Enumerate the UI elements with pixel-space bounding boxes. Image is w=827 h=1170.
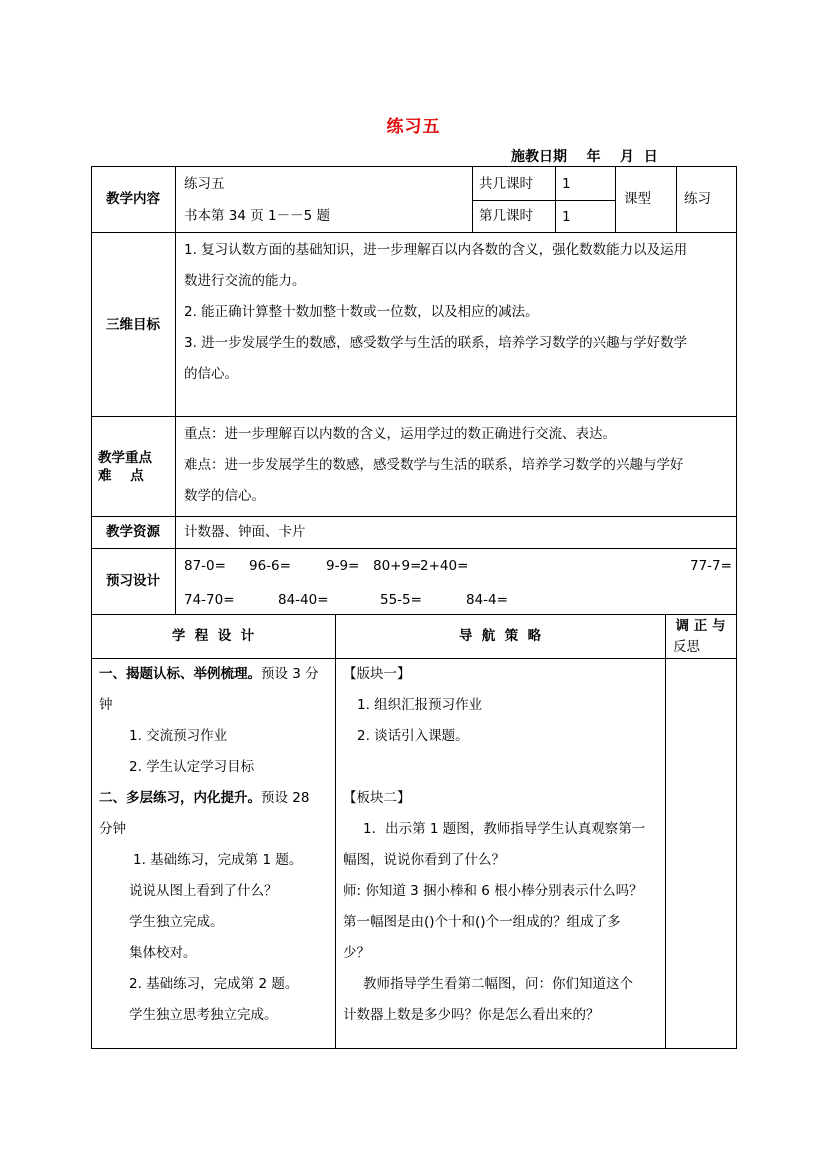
stage-1-heading [99,659,333,690]
key-label-2: 难 点 [98,468,144,484]
goals-label: 三维目标 [106,317,160,333]
block-2-heading: 【板块二】 [343,790,411,806]
preview-item: 80+9= [373,558,422,574]
stage-2-item-1-c: 集体校对。 [129,945,197,961]
stage-2-time-unit: 分钟 [99,821,126,837]
stage-2-heading [99,783,333,814]
stage-1-item-1: 1. 交流预习作业 [129,728,228,744]
total-hours-value: 1 [562,176,571,192]
learning-design-header: 学 程 设 计 [171,628,255,644]
preview-item: 74-70= [184,592,235,608]
goals-list [184,235,734,390]
navigation-strategy-column [343,659,663,1031]
spacer [343,752,663,783]
adjust-reflect-header-2: 反思 [673,639,700,655]
teaching-date: 施教日期 年 月 日 [511,149,658,165]
block-2-line-3: 师: 你知道 3 捆小棒和 6 根小棒分别表示什么吗？ [343,883,643,899]
block-2-line-6: 教师指导学生看第二幅图，问：你们知道这个 [363,976,633,992]
preview-item: 84-4= [466,592,508,608]
goal-2: 2. 能正确计算整十数加整十数或一位数，以及相应的减法。 [184,304,539,320]
block-2-line-2: 幅图，说说你看到了什么？ [343,852,505,868]
preview-item: 2+40= [420,558,469,574]
stage-1-title: 一、揭题认标、举例梳理。 [99,666,261,682]
block-2-line-1: 1．出示第 1 题图，教师指导学生认真观察第一 [363,821,646,837]
preview-item: 9-9= [326,558,360,574]
stage-2-item-2: 2. 基础练习，完成第 2 题。 [129,976,299,992]
difficult-point-line-2: 数学的信心。 [184,488,265,504]
stage-2-item-1-a: 说说从图上看到了什么？ [129,883,278,899]
stage-1-time: 预设 3 分 [261,666,319,682]
which-hour-value: 1 [562,209,571,225]
stage-1-time-unit: 钟 [99,697,113,713]
key-points [184,419,734,512]
difficult-point-line-1: 难点：进一步发展学生的数感，感受数学与生活的联系，培养学习数学的兴趣与学好 [184,457,684,473]
goal-1-line-2: 数进行交流的能力。 [184,273,306,289]
preview-item: 96-6= [249,558,291,574]
block-1-item-2: 2. 谈话引入课题。 [357,728,469,744]
key-label-1: 教学重点 [98,450,152,466]
total-hours-label: 共几课时 [479,176,533,192]
preview-item: 55-5= [380,592,422,608]
block-2-line-4: 第一幅图是由()个十和()个一组成的？组成了多 [343,914,621,930]
preview-item: 77-7= [690,558,732,574]
adjust-reflect-header-1: 调 正 与 [675,618,726,634]
stage-2-time: 预设 28 [261,790,310,806]
stage-2-item-1-b: 学生独立完成。 [129,914,224,930]
goal-3-line-1: 3. 进一步发展学生的数感，感受数学与生活的联系，培养学习数学的兴趣与学好数学 [184,335,688,351]
stage-2-title: 二、多层练习，内化提升。 [99,790,261,806]
preview-label: 预习设计 [106,573,160,589]
content-label: 教学内容 [106,191,160,207]
learning-design-column [99,659,333,1031]
lesson-type-value: 练习 [684,191,711,207]
key-point: 重点：进一步理解百以内数的含义，运用学过的数正确进行交流、表达。 [184,426,616,442]
lesson-type-label: 课型 [624,191,651,207]
content-line-1: 练习五 [184,176,225,192]
block-1-heading: 【版块一】 [343,666,411,682]
content-line-2: 书本第 34 页 1－－5 题 [184,208,331,224]
block-1-item-1: 1. 组织汇报预习作业 [357,697,483,713]
block-2-line-7: 计数器上数是多少吗？你是怎么看出来的？ [343,1007,600,1023]
stage-2-item-2-a: 学生独立思考独立完成。 [129,1007,278,1023]
block-2-line-5: 少？ [343,945,370,961]
resources-value: 计数器、钟面、卡片 [184,524,306,540]
preview-item: 84-40= [278,592,329,608]
stage-2-item-1: 1. 基础练习，完成第 1 题。 [133,852,303,868]
stage-1-item-2: 2. 学生认定学习目标 [129,759,255,775]
resources-label: 教学资源 [106,524,160,540]
goal-1-line-1: 1. 复习认数方面的基础知识，进一步理解百以内各数的含义，强化数数能力以及运用 [184,242,688,258]
which-hour-label: 第几课时 [479,208,533,224]
goal-3-line-2: 的信心。 [184,366,238,382]
preview-item: 87-0= [184,558,226,574]
page-title: 练习五 [386,117,441,137]
navigation-strategy-header: 导 航 策 略 [458,628,542,644]
